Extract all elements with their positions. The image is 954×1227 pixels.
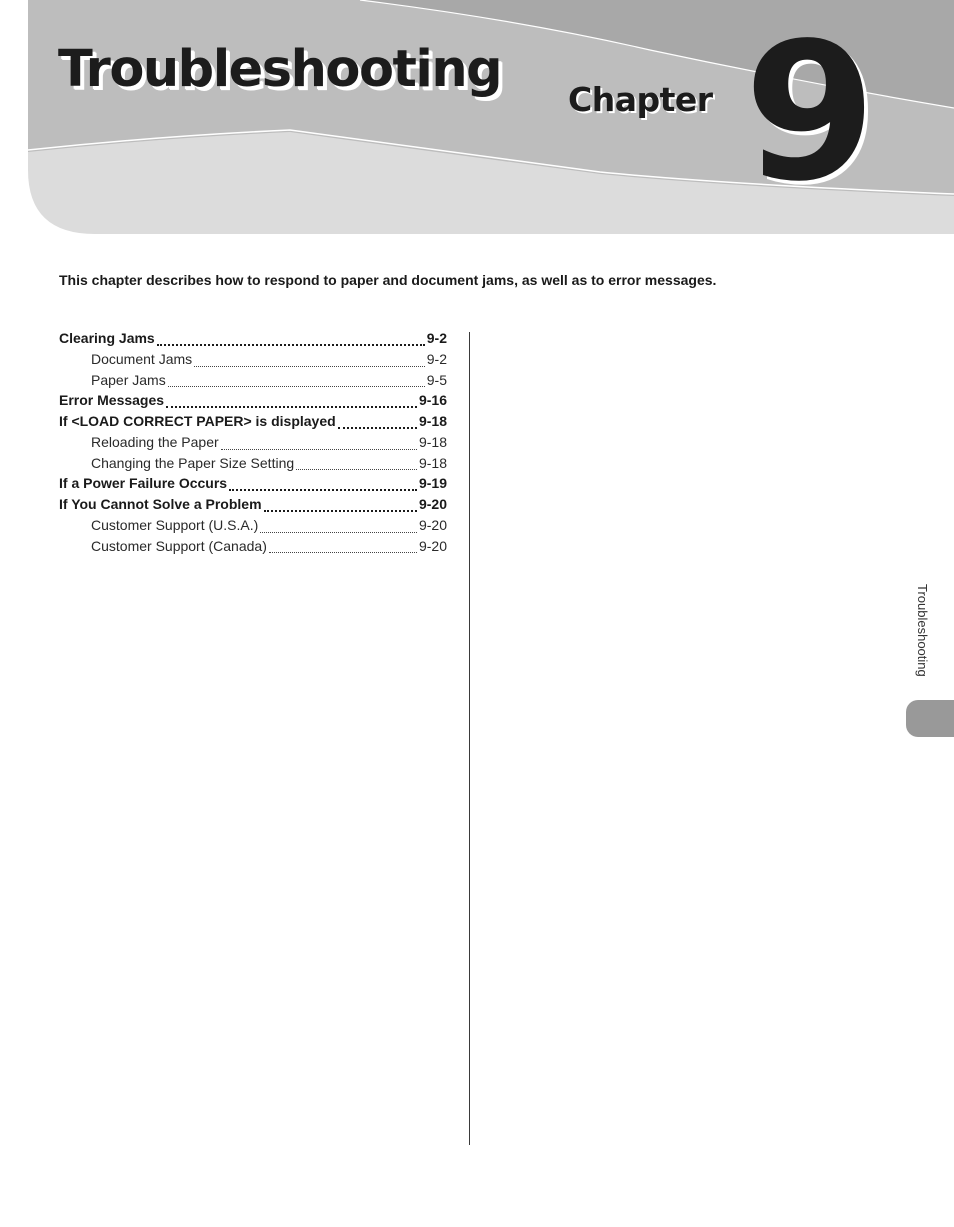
toc-entry-label: Error Messages [59,392,165,409]
toc-leader-dots [264,510,417,512]
chapter-title: Troubleshooting [58,40,502,99]
toc-entry-page: 9-5 [426,371,447,388]
chapter-intro: This chapter describes how to respond to paper and document jams, as well as to error messages. [59,272,717,288]
toc-entry-label: Paper Jams [91,371,166,388]
side-chapter-tab [906,700,954,737]
toc-leader-dots [168,386,425,387]
toc-entry-page: 9-2 [426,350,447,367]
side-tab-label: Troubleshooting [915,584,930,677]
toc-entry-page: 9-2 [426,330,447,346]
toc-entry-label: Clearing Jams [59,330,155,346]
toc-entry[interactable] [59,392,447,413]
toc-entry-page: 9-20 [418,537,447,554]
toc-entry-label: Changing the Paper Size Setting [91,454,295,471]
toc-entry-page: 9-18 [418,413,447,429]
toc-entry[interactable] [59,351,447,372]
toc-entry[interactable] [59,475,447,496]
toc-leader-dots [229,489,417,491]
toc-entry[interactable] [59,372,447,393]
toc-entry[interactable] [59,330,447,351]
toc-leader-dots [338,427,417,429]
toc-leader-dots [166,406,417,408]
toc-entry-label: Customer Support (Canada) [91,537,267,554]
toc-entry-page: 9-18 [418,433,447,450]
toc-entry[interactable] [59,434,447,455]
toc-entry[interactable] [59,413,447,434]
toc-leader-dots [296,469,417,470]
table-of-contents [59,330,447,558]
toc-leader-dots [221,449,417,450]
toc-entry-page: 9-16 [418,392,447,409]
toc-entry-label: If a Power Failure Occurs [59,475,228,492]
chapter-number: 9 [744,2,871,223]
toc-entry-page: 9-18 [418,454,447,471]
toc-leader-dots [157,344,425,346]
toc-entry-label: Document Jams [91,350,193,367]
toc-entry-page: 9-20 [418,496,447,512]
toc-entry[interactable] [59,496,447,517]
toc-entry-label: If <LOAD CORRECT PAPER> is displayed [59,413,336,429]
toc-entry-page: 9-19 [418,475,447,492]
toc-leader-dots [269,552,417,553]
toc-leader-dots [194,366,425,367]
chapter-label: Chapter [568,80,713,119]
toc-entry-label: If You Cannot Solve a Problem [59,496,262,512]
toc-entry[interactable] [59,538,447,559]
column-divider [469,332,470,1145]
toc-entry[interactable] [59,455,447,476]
toc-leader-dots [260,532,417,533]
toc-entry[interactable] [59,517,447,538]
toc-entry-label: Reloading the Paper [91,433,219,450]
toc-entry-page: 9-20 [418,516,447,533]
toc-entry-label: Customer Support (U.S.A.) [91,516,259,533]
